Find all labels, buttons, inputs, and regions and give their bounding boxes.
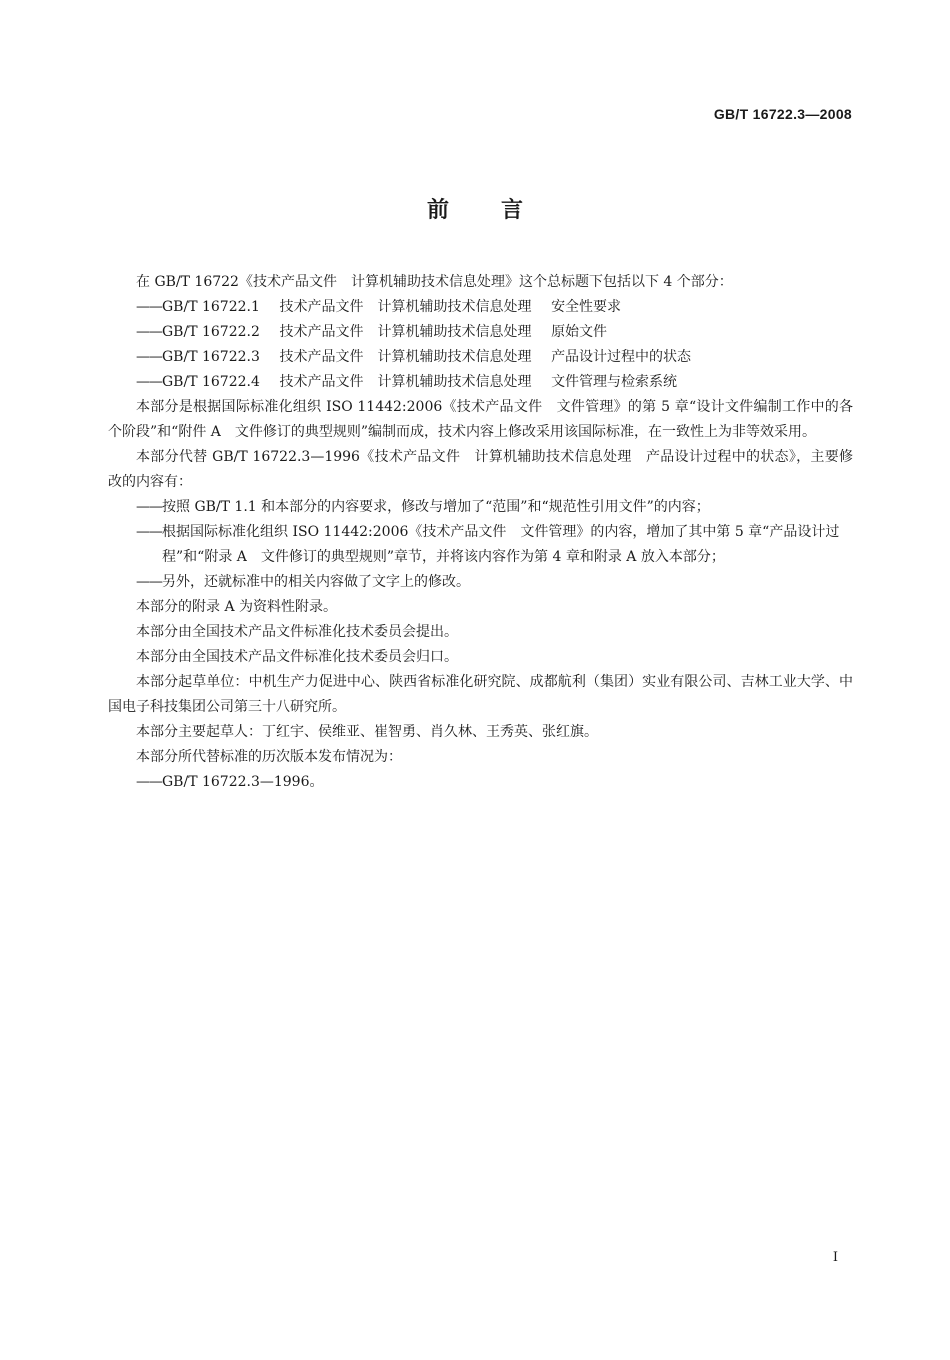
change-list-item — [108, 570, 853, 595]
dash-mark: —— — [136, 374, 162, 390]
part-subtitle: 安全性要求 — [551, 299, 622, 315]
change-list-item — [108, 520, 853, 570]
dash-mark: —— — [136, 499, 162, 515]
page-number: I — [832, 1250, 838, 1265]
intro-paragraph: 在 GB/T 16722《技术产品文件 计算机辅助技术信息处理》这个总标题下包括以下 4 个部分： — [136, 274, 733, 290]
dash-mark: —— — [136, 349, 162, 365]
part-name: 技术产品文件 计算机辅助技术信息处理 — [279, 374, 532, 390]
dash-mark: —— — [136, 574, 162, 590]
change-text: 另外，还就标准中的相关内容做了文字上的修改。 — [162, 574, 470, 590]
part-list-item — [108, 345, 853, 370]
part-subtitle: 文件管理与检索系统 — [551, 374, 678, 390]
part-code: GB/T 16722.3 — [162, 349, 260, 365]
managed-paragraph: 本部分由全国技术产品文件标准化技术委员会归口。 — [136, 649, 458, 665]
change-text: 根据国际标准化组织 ISO 11442:2006《技术产品文件 文件管理》的内容，增加了其中第 5 章“产品设计过程”和“附录 A 文件修订的典型规则”章节，并将该内容作为第 4 章和附录 A 放入本部分； — [162, 524, 840, 565]
part-list-item — [108, 370, 853, 395]
change-list-item — [108, 495, 853, 520]
dash-mark: —— — [136, 524, 162, 540]
replacement-paragraph: 本部分代替 GB/T 16722.3—1996《技术产品文件 计算机辅助技术信息处理 产品设计过程中的状态》，主要修改的内容有： — [108, 449, 853, 490]
part-code: GB/T 16722.2 — [162, 324, 260, 340]
part-name: 技术产品文件 计算机辅助技术信息处理 — [279, 324, 532, 340]
proposed-paragraph: 本部分由全国技术产品文件标准化技术委员会提出。 — [136, 624, 458, 640]
basis-paragraph: 本部分是根据国际标准化组织 ISO 11442:2006《技术产品文件 文件管理》的第 5 章“设计文件编制工作中的各个阶段”和“附件 A 文件修订的典型规则”编制而成，技术内容上修改采用该国际标准，在一致性上为非等效采用。 — [108, 399, 853, 440]
part-code: GB/T 16722.4 — [162, 374, 260, 390]
history-text: GB/T 16722.3—1996。 — [162, 774, 324, 790]
drafting-units-paragraph: 本部分起草单位：中机生产力促进中心、陕西省标准化研究院、成都航利（集团）实业有限公司、吉林工业大学、中国电子科技集团公司第三十八研究所。 — [108, 674, 853, 715]
dash-mark: —— — [136, 324, 162, 340]
part-list-item — [108, 295, 853, 320]
part-name: 技术产品文件 计算机辅助技术信息处理 — [279, 349, 532, 365]
dash-mark: —— — [136, 299, 162, 315]
part-subtitle: 产品设计过程中的状态 — [551, 349, 692, 365]
drafters-paragraph: 本部分主要起草人：丁红宇、侯维亚、崔智勇、肖久林、王秀英、张红旗。 — [136, 724, 598, 740]
history-paragraph: 本部分所代替标准的历次版本发布情况为： — [136, 749, 402, 765]
dash-mark: —— — [136, 774, 162, 790]
part-subtitle: 原始文件 — [551, 324, 608, 340]
standard-code: GB/T 16722.3—2008 — [713, 106, 852, 122]
change-text: 按照 GB/T 1.1 和本部分的内容要求，修改与增加了“范围”和“规范性引用文件”的内容； — [162, 499, 710, 515]
part-list-item — [108, 320, 853, 345]
page-title: 前言 — [426, 198, 575, 223]
foreword-body — [108, 270, 853, 795]
annex-paragraph: 本部分的附录 A 为资料性附录。 — [136, 599, 338, 615]
part-code: GB/T 16722.1 — [162, 299, 260, 315]
part-name: 技术产品文件 计算机辅助技术信息处理 — [279, 299, 532, 315]
history-list-item — [108, 770, 853, 795]
